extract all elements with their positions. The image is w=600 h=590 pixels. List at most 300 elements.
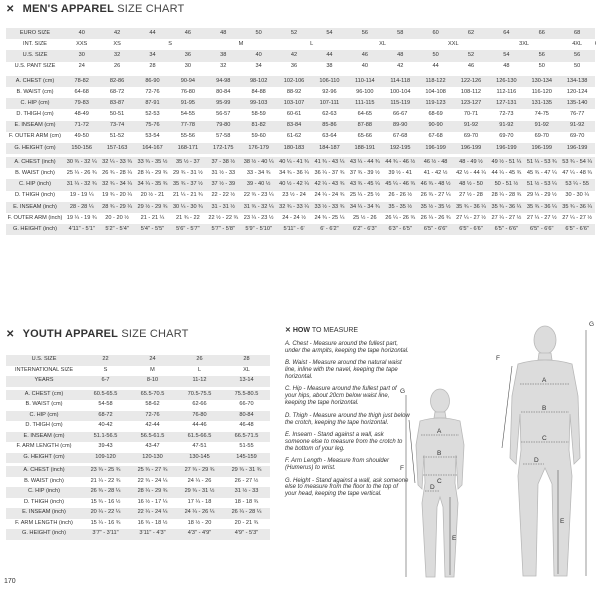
youth-cm-measure-cell: 42-44 [129, 421, 176, 432]
youth-inch-measure-row [6, 498, 270, 509]
youth-us-size-cell: 22 [82, 355, 129, 366]
men-inch-measure-cell: 19 ¾ - 20 ¼ [99, 191, 134, 202]
youth-int-size-cell: S [82, 366, 129, 377]
youth-inch-measure-label: D. THIGH (inch) [6, 498, 82, 509]
men-cm-measure-cell: 82-86 [99, 76, 134, 87]
int-size-cell: 3XL [489, 39, 560, 50]
us-size-cell: 40 [241, 50, 276, 61]
men-cm-measure-cell: 123-127 [453, 98, 488, 109]
men-cm-measure-cell: 135-140 [559, 98, 594, 109]
men-cm-measure-cell: 48-49 [64, 109, 99, 120]
int-size-cell: XXS [64, 39, 99, 50]
men-cm-measure-cell: 120-124 [559, 87, 594, 98]
men-cm-measure-cell: 81-82 [241, 121, 276, 132]
men-inch-measure-cell: 43 ¼ - 44 ¾ [347, 157, 382, 168]
men-inch-measure-cell: 5'4" - 5'5" [135, 224, 170, 235]
us-size-cell: 30 [64, 50, 99, 61]
youth-inch-measure-row [6, 487, 270, 498]
us-pant-size-cell: 24 [64, 62, 99, 73]
men-inch-measure-cell: 44 ¼ - 45 ¾ [489, 168, 524, 179]
men-cm-measure-cell: 100-104 [383, 87, 418, 98]
youth-inch-measure-cell: 15 ¾ - 16 ½ [82, 498, 129, 509]
youth-int-size-cell: XL [223, 366, 270, 377]
men-cm-measure-label: G. HEIGHT (cm) [6, 143, 64, 154]
youth-us-size-cell: 24 [129, 355, 176, 366]
men-cm-measure-row [6, 87, 595, 98]
us-pant-size-cell: 32 [206, 62, 241, 73]
men-cm-measure-cell: 90-90 [418, 121, 453, 132]
men-inch-measure-cell: 26 ¾ - 28 ¼ [99, 168, 134, 179]
int-size-cell: XS [99, 39, 134, 50]
youth-inch-measure-cell: 17 ¼ - 18 [176, 498, 223, 509]
men-cm-measure-cell: 72-76 [135, 87, 170, 98]
men-inch-measure-row [6, 168, 595, 179]
us-pant-size-cell: 46 [453, 62, 488, 73]
adult-label-f: F [496, 355, 500, 362]
men-cm-measure-cell: 91-95 [170, 98, 205, 109]
men-inch-measure-cell: 34 ¾ - 36 ¼ [276, 168, 311, 179]
youth-cm-measure-label: F. ARM LENGTH (cm) [6, 442, 82, 453]
men-inch-measure-cell: 30 - 30 ¼ [559, 191, 594, 202]
men-cm-measure-cell: 57-58 [206, 132, 241, 143]
us-size-cell: 42 [276, 50, 311, 61]
youth-cm-measure-cell: 46-48 [223, 421, 270, 432]
youth-cm-measure-label: B. WAIST (cm) [6, 400, 82, 411]
men-inch-measure-cell: 35 ¾ - 36 ¼ [559, 202, 594, 213]
men-inch-measure-cell: 43 ¾ - 45 ¼ [347, 179, 382, 190]
youth-inch-measure-cell: 28 ¼ - 29 ¾ [129, 487, 176, 498]
men-cm-measure-cell: 89-90 [383, 121, 418, 132]
men-inch-measure-cell: 5'7" - 5'8" [206, 224, 241, 235]
men-inch-measure-row [6, 224, 595, 235]
men-inch-measure-cell: 26 ¼ - 26 ¾ [418, 213, 453, 224]
child-label-e: E [452, 535, 457, 542]
men-cm-measure-cell: 83-84 [276, 121, 311, 132]
men-inch-measure-cell: 4'11" - 5'1" [64, 224, 99, 235]
men-inch-measure-row [6, 191, 595, 202]
men-cm-measure-row [6, 132, 595, 143]
men-cm-measure-cell: 58-59 [241, 109, 276, 120]
youth-cm-measure-cell: 75.5-80.5 [223, 390, 270, 401]
euro-size-cell: 56 [347, 28, 382, 39]
men-cm-measure-cell: 75-76 [135, 121, 170, 132]
men-inch-measure-cell: 37 ½ - 39 [206, 179, 241, 190]
youth-cm-measure-row [6, 453, 270, 464]
men-inch-measure-cell: 24 - 24 ½ [276, 213, 311, 224]
youth-int-size-cell: M [129, 366, 176, 377]
men-inch-measure-cell: 6'3" - 6'5" [383, 224, 418, 235]
youth-inch-measure-label: E. INSEAM (inch) [6, 508, 82, 519]
us-size-cell: 44 [312, 50, 347, 61]
child-label-b: B [437, 450, 442, 457]
youth-cm-measure-cell: 44-46 [176, 421, 223, 432]
men-cm-measure-cell: 63-64 [312, 132, 347, 143]
men-inch-measure-cell: 5'2" - 5'4" [99, 224, 134, 235]
men-inch-measure-cell: 49 ½ - 51 ¼ [489, 157, 524, 168]
men-inch-measure-cell: 38 ½ - 40 ¼ [241, 157, 276, 168]
youth-cm-measure-cell: 130-145 [176, 453, 223, 464]
us-size-row [6, 50, 595, 61]
youth-inch-measure-cell: 27 ¾ - 29 ¾ [176, 466, 223, 477]
us-size-cell: 38 [206, 50, 241, 61]
men-inch-measure-cell: 35 ¾ - 37 ½ [170, 179, 205, 190]
men-inch-measure-row [6, 179, 595, 190]
youth-inch-measure-cell: 3'11" - 4'3" [129, 529, 176, 540]
euro-size-cell: 58 [383, 28, 418, 39]
men-cm-measure-cell: 78-82 [64, 76, 99, 87]
men-cm-measure-cell: 49-50 [64, 132, 99, 143]
youth-inch-measure-cell: 20 ¼ - 22 ¼ [82, 508, 129, 519]
youth-cm-measure-cell: 43-47 [129, 442, 176, 453]
men-inch-measure-cell: 47 ¼ - 48 ¾ [559, 168, 594, 179]
men-inch-measure-cell: 6'5" - 6'6" [559, 224, 594, 235]
adult-figure-illustration [490, 318, 595, 580]
youth-inch-measure-label: A. CHEST (inch) [6, 466, 82, 477]
youth-cm-measure-cell: 109-120 [82, 453, 129, 464]
men-inch-measure-cell: 23 ½ - 24 [276, 191, 311, 202]
men-cm-measure-cell: 122-126 [453, 76, 488, 87]
men-inch-measure-cell: 6'5" - 6'6" [418, 224, 453, 235]
men-cm-measure-cell: 92-96 [312, 87, 347, 98]
men-cm-measure-cell: 196-199 [559, 143, 594, 154]
men-cm-measure-cell: 127-131 [489, 98, 524, 109]
men-inch-measure-cell: 40 ¼ - 41 ¾ [276, 157, 311, 168]
men-inch-measure-cell: 45 ¾ - 47 ¼ [524, 168, 559, 179]
youth-cm-measure-cell: 61.5-66.5 [176, 432, 223, 443]
men-cm-measure-cell: 54-55 [170, 109, 205, 120]
euro-size-cell: 60 [418, 28, 453, 39]
men-cm-measure-cell: 116-120 [524, 87, 559, 98]
men-cm-measure-row [6, 98, 595, 109]
men-inch-measure-cell: 35 ½ - 37 [170, 157, 205, 168]
men-inch-measure-cell: 34 ¼ - 35 ¾ [135, 179, 170, 190]
men-inch-measure-cell: 24 ¼ - 24 ¾ [312, 191, 347, 202]
men-cm-measure-label: D. THIGH (cm) [6, 109, 64, 120]
men-cm-measure-cell: 184-187 [312, 143, 347, 154]
how-to-hip: C. Hip - Measure around the fullest part of your hips, about 20cm below waist line, keeping the tape horizontal. [285, 386, 397, 407]
men-cm-measure-cell: 65-66 [347, 132, 382, 143]
men-inch-measure-cell: 22 ¾ - 23 ¼ [241, 191, 276, 202]
youth-cm-measure-row [6, 442, 270, 453]
men-inch-measure-cell: 21 ¾ - 22 [170, 213, 205, 224]
euro-size-cell: 52 [276, 28, 311, 39]
men-cm-measure-cell: 52-53 [135, 109, 170, 120]
men-cm-measure-cell: 74-75 [524, 109, 559, 120]
men-cm-measure-cell: 69-70 [453, 132, 488, 143]
int-size-cell: S [135, 39, 206, 50]
men-inch-measure-cell: 27 ¼ - 27 ½ [453, 213, 488, 224]
us-pant-size-cell: 30 [170, 62, 205, 73]
youth-cm-measure-cell: 66-70 [223, 400, 270, 411]
youth-cm-measure-cell: 51-55 [223, 442, 270, 453]
youth-cm-measure-row [6, 400, 270, 411]
us-size-cell: 50 [418, 50, 453, 61]
int-size-label: INT. SIZE [6, 39, 64, 50]
youth-inch-measure-cell: 24 ¼ - 26 ¼ [176, 508, 223, 519]
youth-inch-measure-cell: 20 - 21 ¾ [223, 519, 270, 530]
men-cm-measure-cell: 61-62 [276, 132, 311, 143]
men-inch-measure-row [6, 202, 595, 213]
men-cm-measure-cell: 62-63 [312, 109, 347, 120]
youth-inch-measure-cell: 26 ¼ - 28 ¼ [223, 508, 270, 519]
euro-size-cell: 40 [64, 28, 99, 39]
youth-cm-measure-row [6, 411, 270, 422]
adult-label-g: G [589, 321, 595, 328]
men-cm-measure-cell: 50-51 [99, 109, 134, 120]
euro-size-cell: 68 [559, 28, 594, 39]
youth-int-size-row [6, 366, 270, 377]
youth-inch-measure-cell: 18 - 18 ¾ [223, 498, 270, 509]
men-inch-measure-cell: 48 ½ - 50 [453, 179, 488, 190]
men-inch-measure-label: A. CHEST (inch) [6, 157, 64, 168]
adult-label-a: A [542, 377, 547, 384]
youth-inch-measure-cell: 29 ¾ - 31 ¾ [223, 466, 270, 477]
euro-size-cell: 66 [524, 28, 559, 39]
men-inch-measure-cell: 39 ½ - 41 [383, 168, 418, 179]
adult-label-b: B [542, 405, 547, 412]
euro-size-cell: 46 [170, 28, 205, 39]
men-cm-measure-cell: 91-92 [524, 121, 559, 132]
men-inch-measure-cell: 53 ¼ - 55 [559, 179, 594, 190]
youth-us-size-row [6, 355, 270, 366]
euro-size-row [6, 28, 595, 39]
men-inch-measure-cell: 26 - 26 ½ [383, 191, 418, 202]
euro-size-cell: 54 [312, 28, 347, 39]
men-cm-measure-cell: 76-80 [170, 87, 205, 98]
men-cm-measure-cell: 99-103 [241, 98, 276, 109]
men-cm-measure-cell: 88-92 [276, 87, 311, 98]
youth-inch-measure-cell: 24 ¼ - 26 [176, 477, 223, 488]
men-inch-measure-label: B. WAIST (inch) [6, 168, 64, 179]
men-cm-measure-cell: 112-116 [489, 87, 524, 98]
men-inch-measure-cell: 42 ¼ - 43 ¾ [312, 179, 347, 190]
men-inch-measure-cell: 25 ¼ - 26 ¾ [64, 168, 99, 179]
youth-inch-measure-row [6, 529, 270, 540]
adult-label-e: E [560, 518, 565, 525]
euro-size-cell: 42 [99, 28, 134, 39]
us-size-label: U.S. SIZE [6, 50, 64, 61]
men-inch-measure-cell: 28 ¾ - 29 ¼ [99, 202, 134, 213]
men-inch-measure-cell: 24 ¾ - 25 ¼ [312, 213, 347, 224]
youth-chart-title: ✕ YOUTH APPAREL SIZE CHART [6, 328, 189, 340]
youth-cm-measure-cell: 80-84 [223, 411, 270, 422]
men-cm-measure-cell: 60-61 [276, 109, 311, 120]
men-inch-measure-cell: 31 ½ - 33 [206, 168, 241, 179]
close-x-icon: ✕ [6, 4, 15, 15]
men-cm-measure-cell: 59-60 [241, 132, 276, 143]
men-inch-measure-cell: 30 ¼ - 30 ¾ [170, 202, 205, 213]
youth-inch-measure-cell: 15 ¼ - 16 ¾ [82, 519, 129, 530]
men-cm-measure-cell: 130-134 [524, 76, 559, 87]
men-inch-measure-cell: 53 ¾ - 54 ¼ [559, 157, 594, 168]
youth-inch-measure-cell: 26 ¾ - 28 ¼ [82, 487, 129, 498]
youth-cm-measure-cell: 62-66 [176, 400, 223, 411]
men-inch-measure-cell: 27 ¼ - 27 ½ [489, 213, 524, 224]
youth-inch-measure-cell: 21 ¼ - 22 ¾ [82, 477, 129, 488]
men-inch-measure-cell: 35 ¾ - 36 ¼ [453, 202, 488, 213]
men-inch-measure-cell: 32 ¾ - 33 ¼ [276, 202, 311, 213]
men-cm-measure-label: A. CHEST (cm) [6, 76, 64, 87]
men-cm-measure-cell: 83-87 [99, 98, 134, 109]
youth-size-table [6, 355, 270, 540]
youth-cm-measure-row [6, 421, 270, 432]
youth-cm-measure-cell: 60.5-65.5 [82, 390, 129, 401]
men-inch-measure-cell: 37 - 38 ½ [206, 157, 241, 168]
youth-years-row [6, 376, 270, 387]
men-cm-measure-cell: 103-107 [276, 98, 311, 109]
men-cm-measure-label: E. INSEAM (cm) [6, 121, 64, 132]
how-to-inseam: E. Inseam - Stand against a wall, ask someone else to measure from the crotch to the bottom of your leg. [285, 431, 403, 452]
youth-cm-measure-row [6, 390, 270, 401]
men-inch-measure-label: F. OUTER ARM (inch) [6, 213, 64, 224]
men-inch-measure-cell: 31 ¾ - 32 ¼ [241, 202, 276, 213]
men-inch-measure-cell: 27 ¼ - 27 ½ [524, 213, 559, 224]
men-cm-measure-cell: 91-92 [489, 121, 524, 132]
euro-size-cell: 64 [489, 28, 524, 39]
men-cm-measure-cell: 104-108 [418, 87, 453, 98]
us-pant-size-cell: 38 [312, 62, 347, 73]
youth-inch-measure-cell: 4'9" - 5'3" [223, 529, 270, 540]
men-cm-measure-cell: 115-119 [383, 98, 418, 109]
men-cm-measure-cell: 95-99 [206, 98, 241, 109]
men-cm-measure-cell: 176-179 [241, 143, 276, 154]
how-to-chest: A. Chest - Measure around the fullest part, under the armpits, keeping the tape horizontal. [285, 340, 409, 354]
men-cm-measure-cell: 126-130 [489, 76, 524, 87]
youth-inch-measure-label: B. WAIST (inch) [6, 477, 82, 488]
men-cm-measure-cell: 79-83 [64, 98, 99, 109]
youth-us-size-cell: 26 [176, 355, 223, 366]
men-inch-measure-cell: 22 ½ - 22 ¾ [206, 213, 241, 224]
youth-cm-measure-cell: 66.5-71.5 [223, 432, 270, 443]
men-cm-measure-cell: 102-106 [276, 76, 311, 87]
youth-int-size-label: INTERNATIONAL SIZE [6, 366, 82, 377]
youth-cm-measure-label: G. HEIGHT (cm) [6, 453, 82, 464]
men-cm-measure-row [6, 143, 595, 154]
men-cm-measure-label: F. OUTER ARM (cm) [6, 132, 64, 143]
men-cm-measure-cell: 111-115 [347, 98, 382, 109]
euro-size-cell: 44 [135, 28, 170, 39]
youth-inch-measure-row [6, 466, 270, 477]
youth-cm-measure-label: C. HIP (cm) [6, 411, 82, 422]
men-cm-measure-cell: 90-94 [170, 76, 205, 87]
men-cm-measure-cell: 196-199 [453, 143, 488, 154]
men-cm-measure-cell: 71-72 [64, 121, 99, 132]
men-inch-measure-cell: 21 - 21 ¼ [135, 213, 170, 224]
men-cm-measure-cell: 134-138 [559, 76, 594, 87]
men-inch-measure-cell: 22 - 22 ½ [206, 191, 241, 202]
mens-size-table [6, 28, 595, 235]
men-inch-measure-cell: 30 ¾ - 32 ¼ [64, 157, 99, 168]
men-inch-measure-cell: 6'2" - 6'3" [347, 224, 382, 235]
youth-inch-measure-cell: 26 - 27 ½ [223, 477, 270, 488]
men-inch-measure-cell: 26 ¼ - 26 ¾ [383, 213, 418, 224]
men-cm-measure-cell: 106-110 [312, 76, 347, 87]
child-figure-illustration [400, 385, 480, 580]
youth-cm-measure-cell: 47-51 [176, 442, 223, 453]
men-cm-measure-cell: 119-123 [418, 98, 453, 109]
men-cm-measure-cell: 91-92 [559, 121, 594, 132]
men-inch-measure-cell: 6'5" - 6'6" [524, 224, 559, 235]
men-inch-measure-cell: 27 ¼ - 27 ½ [559, 213, 594, 224]
men-inch-measure-cell: 45 ¼ - 46 ¾ [383, 179, 418, 190]
men-inch-measure-label: E. INSEAM (inch) [6, 202, 64, 213]
youth-cm-measure-cell: 145-159 [223, 453, 270, 464]
int-size-cell: XXL [418, 39, 489, 50]
men-inch-measure-cell: 28 ¼ - 28 ¾ [489, 191, 524, 202]
how-to-title: ✕ HOW TO MEASURE [285, 327, 359, 334]
youth-cm-measure-cell: 39-43 [82, 442, 129, 453]
youth-cm-measure-cell: 65.5-70.5 [129, 390, 176, 401]
youth-cm-measure-cell: 40-42 [82, 421, 129, 432]
men-inch-measure-cell: 35 ¾ - 36 ¼ [489, 202, 524, 213]
men-inch-measure-cell: 40 ½ - 42 ¼ [276, 179, 311, 190]
men-cm-measure-cell: 87-91 [135, 98, 170, 109]
men-cm-measure-cell: 172-175 [206, 143, 241, 154]
men-cm-measure-cell: 192-195 [383, 143, 418, 154]
int-size-row [6, 39, 595, 50]
men-cm-measure-cell: 131-135 [524, 98, 559, 109]
int-size-cell: M [206, 39, 277, 50]
men-cm-measure-cell: 80-84 [206, 87, 241, 98]
mens-chart-title: ✕ MEN'S APPAREL SIZE CHART [6, 3, 185, 15]
men-inch-measure-cell: 33 ½ - 33 ¾ [312, 202, 347, 213]
youth-years-cell: 13-14 [223, 376, 270, 387]
youth-inch-measure-cell: 23 ¾ - 25 ¾ [82, 466, 129, 477]
men-inch-measure-cell: 46 ½ - 48 [418, 157, 453, 168]
men-inch-measure-cell: 50 - 51 ½ [489, 179, 524, 190]
youth-cm-measure-label: D. THIGH (cm) [6, 421, 82, 432]
men-inch-measure-cell: 41 - 42 ½ [418, 168, 453, 179]
child-label-c: C [437, 478, 442, 485]
child-label-a: A [437, 428, 442, 435]
men-cm-measure-cell: 94-98 [206, 76, 241, 87]
men-cm-measure-cell: 66-67 [383, 109, 418, 120]
int-size-cell: XL [347, 39, 418, 50]
us-pant-size-cell: 50 [559, 62, 594, 73]
men-cm-measure-cell: 67-68 [383, 132, 418, 143]
child-label-f: F [400, 465, 404, 472]
close-x-icon: ✕ [285, 327, 291, 334]
men-inch-measure-cell: 46 ¾ - 48 ½ [418, 179, 453, 190]
us-pant-size-cell: 50 [524, 62, 559, 73]
men-cm-measure-cell: 79-80 [206, 121, 241, 132]
men-inch-measure-label: D. THIGH (inch) [6, 191, 64, 202]
youth-inch-measure-row [6, 508, 270, 519]
youth-inch-measure-cell: 18 ½ - 20 [176, 519, 223, 530]
child-label-g: G [400, 388, 406, 395]
us-pant-size-label: U.S. PANT SIZE [6, 62, 64, 73]
men-inch-measure-label: G. HEIGHT (inch) [6, 224, 64, 235]
us-size-cell: 56 [559, 50, 594, 61]
men-inch-measure-cell: 42 ½ - 44 ¼ [453, 168, 488, 179]
us-pant-size-cell: 40 [347, 62, 382, 73]
men-cm-measure-cell: 114-118 [383, 76, 418, 87]
youth-cm-measure-cell: 70.5-75.5 [176, 390, 223, 401]
youth-inch-measure-cell: 16 ¾ - 18 ½ [129, 519, 176, 530]
men-cm-measure-cell: 70-71 [453, 109, 488, 120]
men-cm-measure-row [6, 109, 595, 120]
youth-int-size-cell: L [176, 366, 223, 377]
men-cm-measure-cell: 64-65 [347, 109, 382, 120]
men-cm-measure-cell: 51-52 [99, 132, 134, 143]
men-inch-measure-cell: 6'5" - 6'6" [453, 224, 488, 235]
men-cm-measure-label: C. HIP (cm) [6, 98, 64, 109]
euro-size-cell: 48 [206, 28, 241, 39]
youth-cm-measure-cell: 120-130 [129, 453, 176, 464]
men-inch-measure-cell: 19 - 19 ¼ [64, 191, 99, 202]
how-to-height: G. Height - Stand against a wall, ask someone else to measure from the floor to the top of your head, keeping the tape vertical. [285, 477, 409, 498]
us-pant-size-cell: 36 [276, 62, 311, 73]
